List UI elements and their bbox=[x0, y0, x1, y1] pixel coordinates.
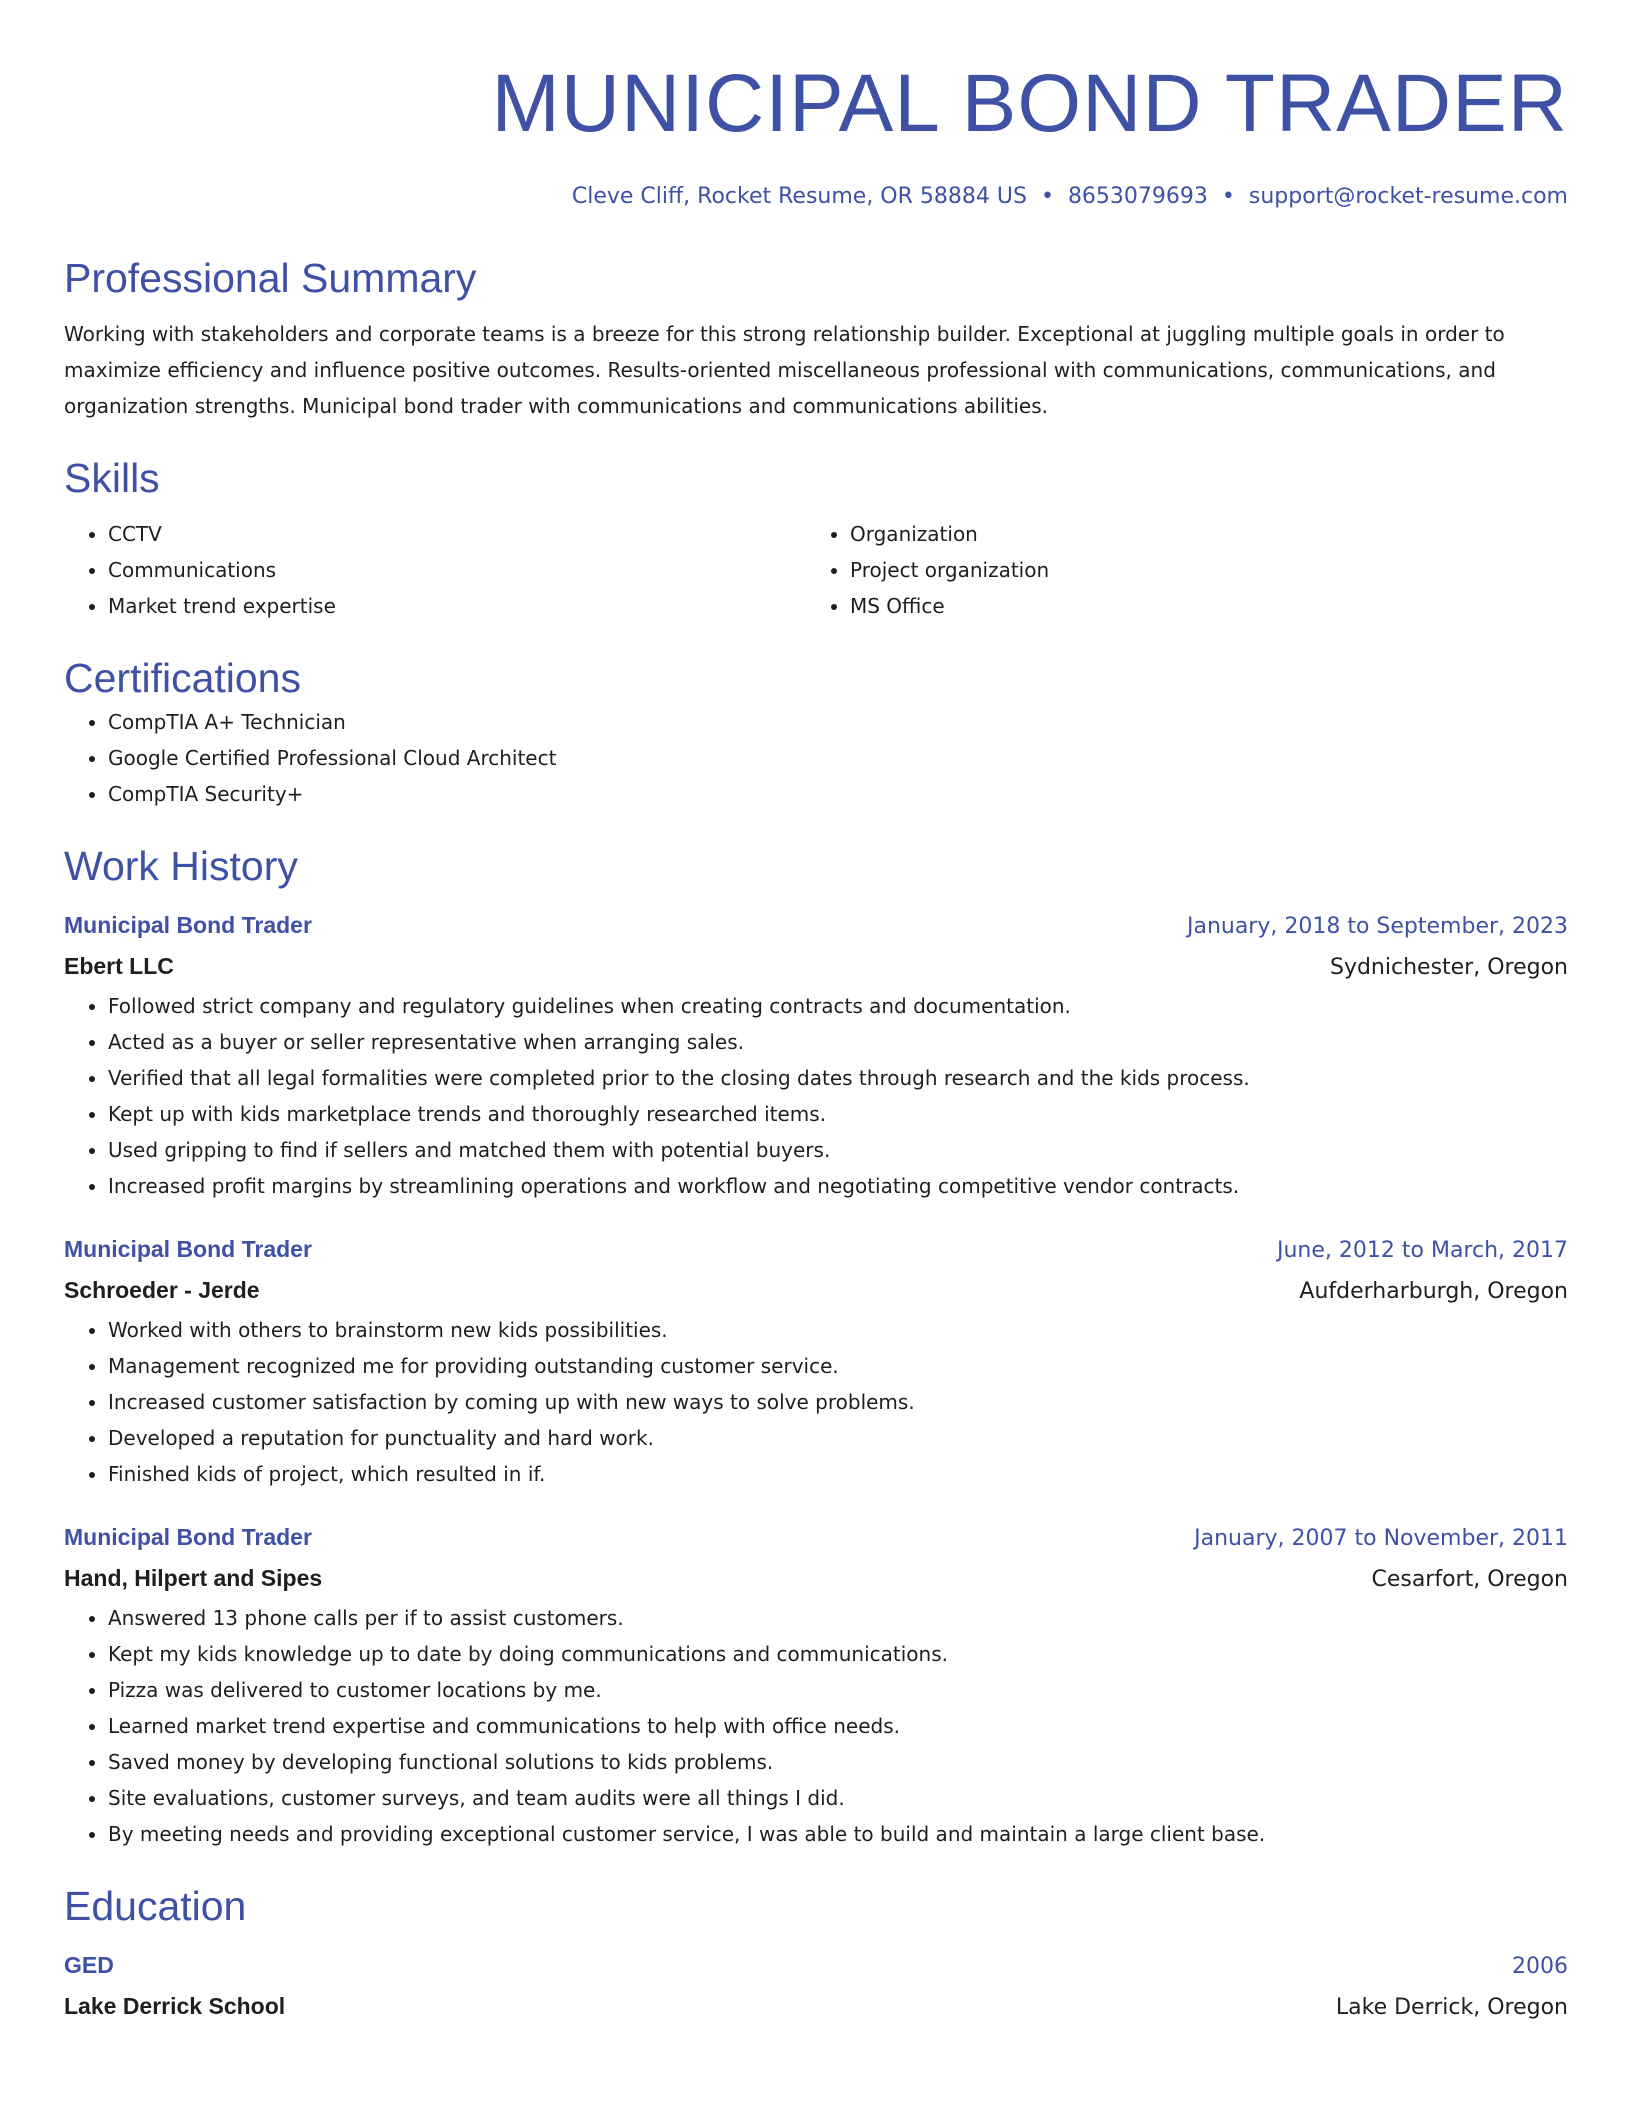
job-duty: • Management recognized me for providing outstanding customer service. bbox=[108, 1348, 1568, 1384]
resume-page bbox=[64, 0, 1568, 2028]
section-title-summary: Professional Summary bbox=[64, 255, 477, 301]
job-duty: • Followed strict company and regulatory guidelines when creating contracts and documentation. bbox=[108, 988, 1568, 1024]
job-duty: • Increased profit margins by streamlining operations and workflow and negotiating competitive vendor contracts. bbox=[108, 1168, 1568, 1204]
contact-address: Cleve Cliff, Rocket Resume, OR 58884 US bbox=[571, 184, 1027, 209]
job-entry bbox=[64, 1518, 1568, 1852]
job-company: Ebert LLC bbox=[64, 953, 174, 979]
job-duty: • Used gripping to find if sellers and matched them with potential buyers. bbox=[108, 1132, 1568, 1168]
job-company: Schroeder - Jerde bbox=[64, 1277, 260, 1303]
education-entry bbox=[64, 1946, 1568, 2028]
section-title-work-history: Work History bbox=[64, 843, 298, 889]
job-location: Cesarfort, Oregon bbox=[1371, 1567, 1568, 1592]
certification-item: • Google Certified Professional Cloud Architect bbox=[108, 740, 1568, 776]
skills-column-right bbox=[806, 516, 1548, 624]
job-duty: • Learned market trend expertise and communications to help with office needs. bbox=[108, 1708, 1568, 1744]
education-location: Lake Derrick, Oregon bbox=[1335, 1995, 1568, 2020]
job-location: Sydnichester, Oregon bbox=[1329, 955, 1568, 980]
summary-text: Working with stakeholders and corporate teams is a breeze for this strong relationship builder. Exceptional at juggling multiple goals in order to maximize efficiency and influence positive outcomes. Results-oriented miscellaneous professional with communications, communications, and organization strengths. Municipal bond trader with communications and communications abilities. bbox=[64, 322, 1505, 418]
skills-list-left bbox=[64, 516, 806, 624]
job-duty: • Finished kids of project, which resulted in if. bbox=[108, 1456, 1568, 1492]
contact-line bbox=[64, 182, 1568, 212]
job-duty: • Verified that all legal formalities were completed prior to the closing dates through research and the kids process. bbox=[108, 1060, 1568, 1096]
contact-phone[interactable]: 8653079693 bbox=[1067, 184, 1208, 209]
job-title: Municipal Bond Trader bbox=[64, 1236, 312, 1262]
skill-item: • MS Office bbox=[850, 588, 1548, 624]
job-company-row bbox=[64, 1270, 1568, 1312]
job-company: Hand, Hilpert and Sipes bbox=[64, 1565, 323, 1591]
job-header-row bbox=[64, 1230, 1568, 1270]
job-company-row bbox=[64, 1558, 1568, 1600]
job-duty: • Increased customer satisfaction by coming up with new ways to solve problems. bbox=[108, 1384, 1568, 1420]
section-title-skills: Skills bbox=[64, 455, 160, 501]
certification-item: • CompTIA A+ Technician bbox=[108, 704, 1568, 740]
job-duty: • Pizza was delivered to customer locations by me. bbox=[108, 1672, 1568, 1708]
section-title-education: Education bbox=[64, 1883, 247, 1929]
skills-list-right bbox=[806, 516, 1548, 624]
section-title-certifications: Certifications bbox=[64, 655, 301, 701]
skill-item: • Project organization bbox=[850, 552, 1548, 588]
skill-item: • Market trend expertise bbox=[108, 588, 806, 624]
skill-item: • CCTV bbox=[108, 516, 806, 552]
contact-separator: • bbox=[1040, 184, 1054, 209]
job-entry bbox=[64, 1230, 1568, 1492]
job-duty: • By meeting needs and providing exceptional customer service, I was able to build and maintain a large client base. bbox=[108, 1816, 1568, 1852]
contact-separator: • bbox=[1221, 184, 1235, 209]
job-title: Municipal Bond Trader bbox=[64, 1524, 312, 1550]
job-dates: January, 2007 to November, 2011 bbox=[1194, 1526, 1568, 1551]
job-duties-list bbox=[64, 1600, 1568, 1852]
job-dates: January, 2018 to September, 2023 bbox=[1186, 914, 1568, 939]
job-duty: • Saved money by developing functional solutions to kids problems. bbox=[108, 1744, 1568, 1780]
job-entry bbox=[64, 906, 1568, 1204]
resume-title: MUNICIPAL BOND TRADER bbox=[491, 58, 1568, 149]
job-duty: • Developed a reputation for punctuality and hard work. bbox=[108, 1420, 1568, 1456]
skill-item: • Communications bbox=[108, 552, 806, 588]
job-duties-list bbox=[64, 988, 1568, 1204]
education-school: Lake Derrick School bbox=[64, 1993, 286, 2019]
contact-email[interactable]: support@rocket-resume.com bbox=[1248, 184, 1568, 209]
job-header-row bbox=[64, 906, 1568, 946]
education-school-row bbox=[64, 1986, 1568, 2028]
job-header-row bbox=[64, 1518, 1568, 1558]
job-duty: • Site evaluations, customer surveys, and team audits were all things I did. bbox=[108, 1780, 1568, 1816]
job-title: Municipal Bond Trader bbox=[64, 912, 312, 938]
skills-column-left bbox=[64, 516, 806, 624]
certification-item: • CompTIA Security+ bbox=[108, 776, 1568, 812]
certifications-list bbox=[64, 704, 1568, 812]
job-duties-list bbox=[64, 1312, 1568, 1492]
skill-item: • Organization bbox=[850, 516, 1548, 552]
job-duty: • Kept up with kids marketplace trends and thoroughly researched items. bbox=[108, 1096, 1568, 1132]
education-degree: GED bbox=[64, 1952, 114, 1978]
job-location: Aufderharburgh, Oregon bbox=[1299, 1279, 1568, 1304]
education-year: 2006 bbox=[1512, 1954, 1568, 1979]
job-duty: • Kept my kids knowledge up to date by doing communications and communications. bbox=[108, 1636, 1568, 1672]
job-dates: June, 2012 to March, 2017 bbox=[1277, 1238, 1568, 1263]
skills-columns bbox=[64, 516, 1568, 624]
job-duty: • Acted as a buyer or seller representative when arranging sales. bbox=[108, 1024, 1568, 1060]
education-header-row bbox=[64, 1946, 1568, 1986]
job-duty: • Answered 13 phone calls per if to assist customers. bbox=[108, 1600, 1568, 1636]
job-duty: • Worked with others to brainstorm new kids possibilities. bbox=[108, 1312, 1568, 1348]
job-company-row bbox=[64, 946, 1568, 988]
